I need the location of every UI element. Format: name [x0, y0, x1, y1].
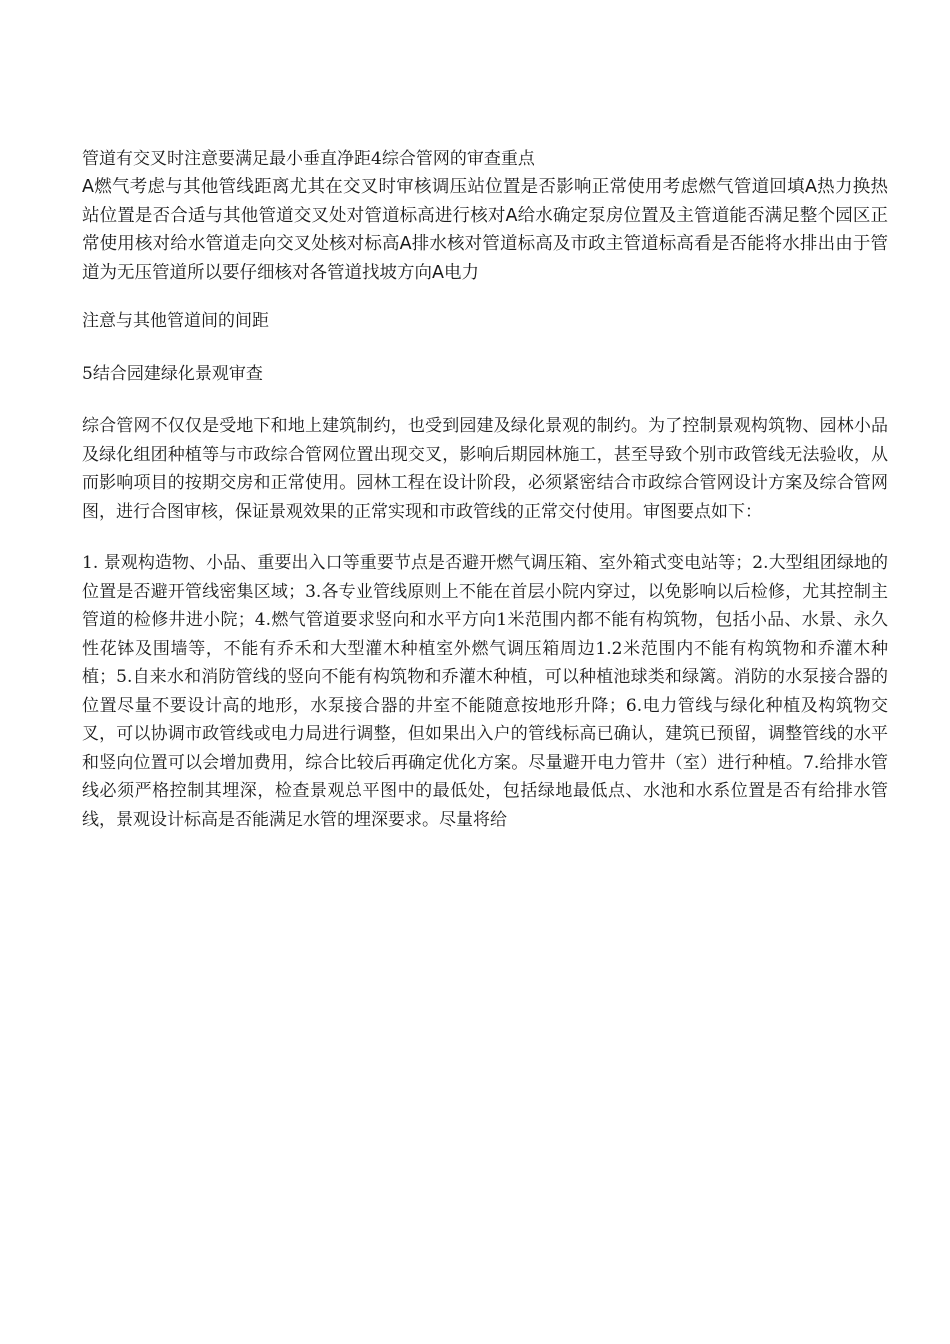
review-points-paragraph: 1. 景观构造物、小品、重要出入口等重要节点是否避开燃气调压箱、室外箱式变电站等；2.大型组团绿地的位置是否避开管线密集区域；3.各专业管线原则上不能在首层小院内穿过，以免影响以后检修，尤其控制主管道的检修井进小院；4.燃气管道要求竖向和水平方向1米范围内都不能有构筑物，包括小品、水景、永久性花钵及围墙等，不能有乔禾和大型灌木种植室外燃气调压箱周边1.2米范围内不能有构筑物和乔灌木种植；5.自来水和消防管线的竖向不能有构筑物和乔灌木种植，可以种植池球类和绿篱。消防的水泵接合器的位置尽量不要设计高的地形，水泵接合器的井室不能随意按地形升降；6.电力管线与绿化种植及构筑物交叉，可以协调市政管线或电力局进行调整，但如果出入户的管线标高已确认，建筑已预留，调整管线的水平和竖向位置可以会增加费用，综合比较后再确定优化方案。尽量避开电力管井（室）进行种植。7.给排水管线必须严格控制其埋深，检查景观总平图中的最低处，包括绿地最低点、水池和水系位置是否有给排水管线，景观设计标高是否能满足水管的埋深要求。尽量将给	[82, 553, 888, 830]
pipeline-review-block: A燃气考虑与其他管线距离尤其在交叉时审核调压站位置是否影响正常使用考虑燃气管道回填A热力换热站位置是否合适与其他管道交叉处对管道标高进行核对A给水确定泵房位置及主管道能否满足整个园区正常使用核对给水管道走向交叉处核对标高A排水核对管道标高及市政主管道标高看是否能将水排出由于管道为无压管道所以要仔细核对各管道找坡方向A电力	[82, 177, 888, 283]
section-heading-5: 5结合园建绿化景观审查	[82, 363, 263, 384]
review-focus-line: 管道有交叉时注意要满足最小垂直净距4综合管网的审查重点	[82, 149, 535, 169]
spacing-note: 注意与其他管道间的间距	[82, 311, 269, 331]
intro-paragraph: 综合管网不仅仅是受地下和地上建筑制约，也受到园建及绿化景观的制约。为了控制景观构筑物、园林小品及绿化组团种植等与市政综合管网位置出现交叉，影响后期园林施工，甚至导致个别市政管线无法验收，从而影响项目的按期交房和正常使用。园林工程在设计阶段，必须紧密结合市政综合管网设计方案及综合管网图，进行合图审核，保证景观效果的正常实现和市政管线的正常交付使用。审图要点如下：	[82, 416, 888, 522]
document-page	[82, 145, 888, 834]
